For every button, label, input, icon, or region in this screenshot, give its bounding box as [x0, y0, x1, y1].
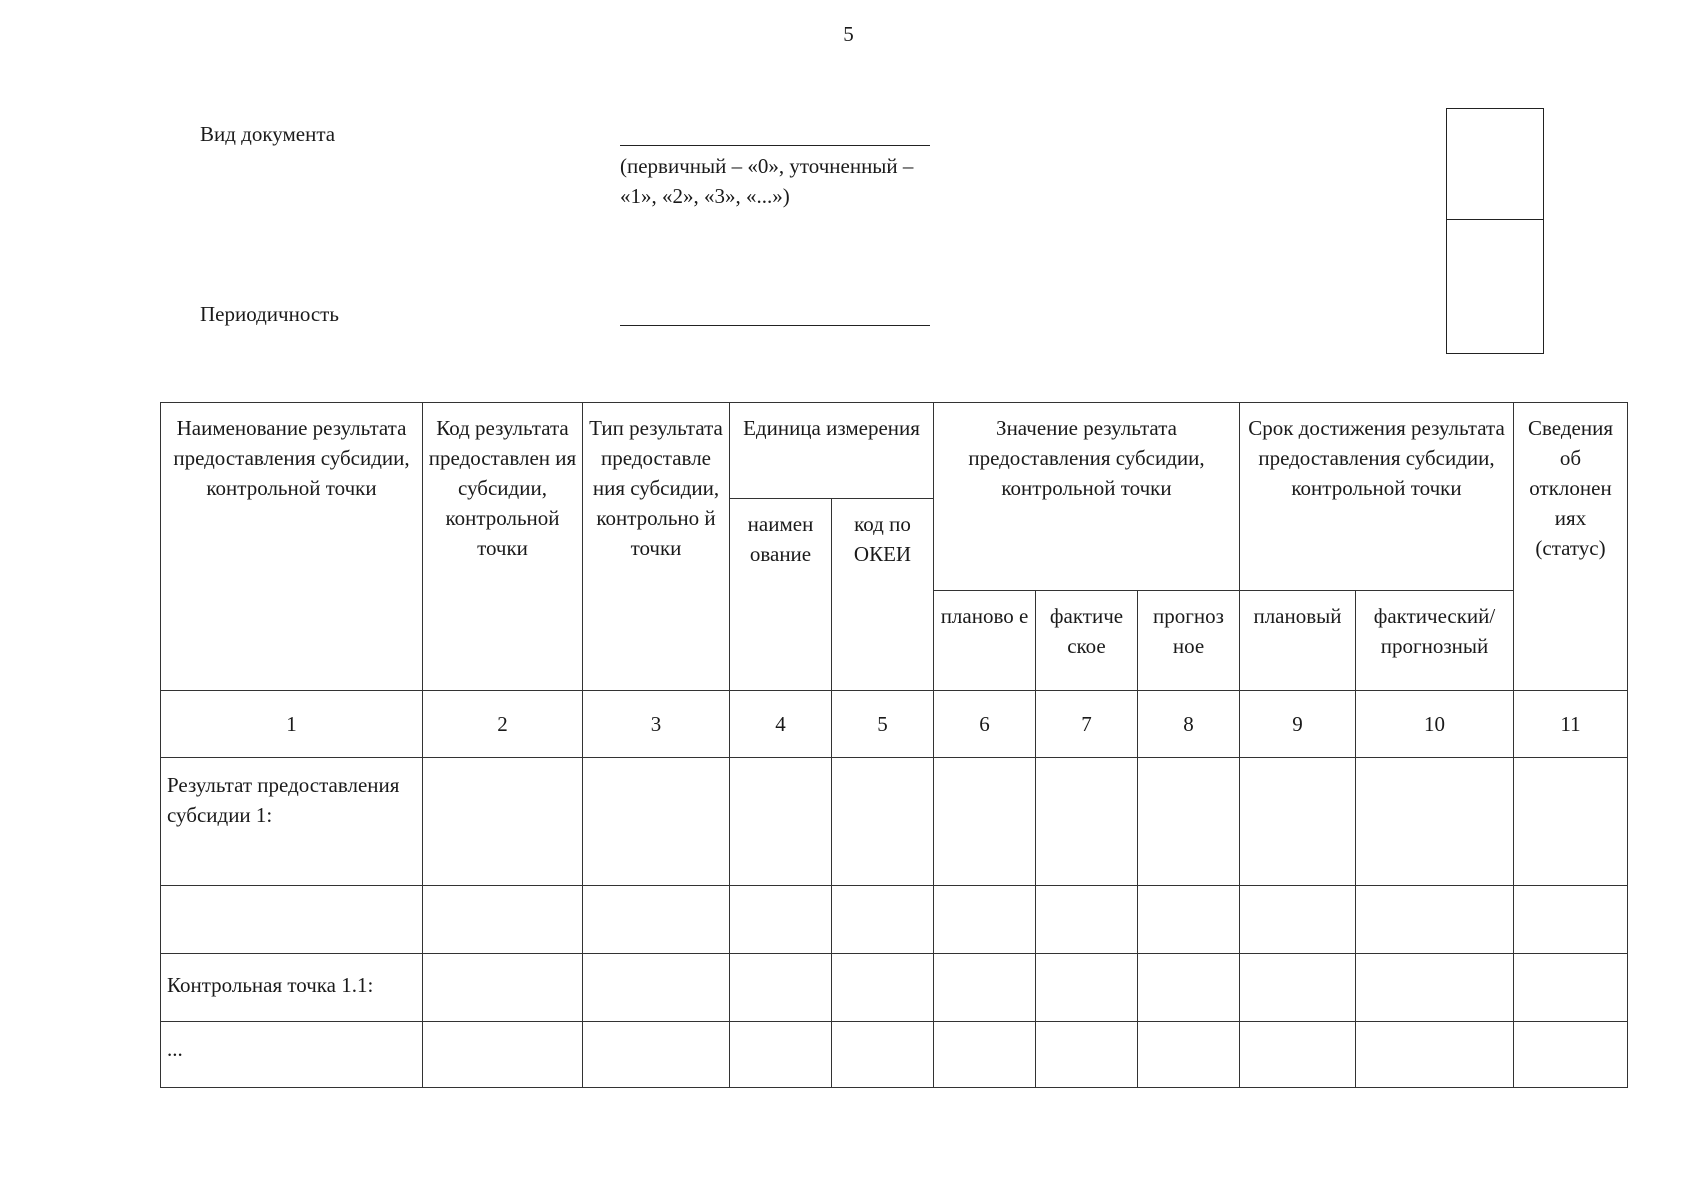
header-value-forecast: прогноз ное — [1138, 591, 1240, 691]
doc-type-field-line — [620, 145, 930, 146]
table-cell — [583, 954, 730, 1022]
column-number: 3 — [583, 691, 730, 758]
table-cell — [1138, 1022, 1240, 1088]
periodicity-field-line — [620, 325, 930, 326]
table-cell — [832, 758, 934, 886]
table-cell — [583, 886, 730, 954]
table-cell — [423, 886, 583, 954]
row-name-cell: Результат предоставления субсидии 1: — [161, 758, 423, 886]
column-number: 7 — [1036, 691, 1138, 758]
column-number: 6 — [934, 691, 1036, 758]
table-cell — [1138, 954, 1240, 1022]
header-term-planned: плановый — [1240, 591, 1356, 691]
table-cell — [1240, 954, 1356, 1022]
table-row-blank — [161, 886, 1628, 954]
table-cell — [1240, 886, 1356, 954]
header-value-planned: планово е — [934, 591, 1036, 691]
table-cell — [832, 1022, 934, 1088]
table-cell — [934, 954, 1036, 1022]
header-name: Наименование результата предоставления субсидии, контрольной точки — [161, 403, 423, 691]
table-cell — [934, 1022, 1036, 1088]
header-deviations: Сведения об отклонен иях (статус) — [1514, 403, 1628, 691]
column-number: 4 — [730, 691, 832, 758]
column-number: 1 — [161, 691, 423, 758]
column-number: 2 — [423, 691, 583, 758]
table-cell — [1356, 886, 1514, 954]
page-number: 5 — [843, 22, 854, 46]
header-unit-name: наимен ование — [730, 499, 832, 691]
table-cell — [832, 954, 934, 1022]
table-cell — [1356, 954, 1514, 1022]
table-cell — [1240, 758, 1356, 886]
table-cell — [1514, 954, 1628, 1022]
table-cell — [1356, 1022, 1514, 1088]
results-table — [160, 402, 1628, 1088]
table-cell — [423, 1022, 583, 1088]
header-term: Срок достижения результата предоставления субсидии, контрольной точки — [1240, 403, 1514, 591]
header-unit: Единица измерения — [730, 403, 934, 499]
table-cell — [423, 954, 583, 1022]
table-cell — [934, 758, 1036, 886]
table-cell — [730, 758, 832, 886]
code-box-doc-type-cell — [1447, 109, 1543, 220]
table-cell — [934, 886, 1036, 954]
table-cell — [1514, 758, 1628, 886]
header-unit-okei: код по ОКЕИ — [832, 499, 934, 691]
table-row-control-point-1-1 — [161, 954, 1628, 1022]
table-cell — [1514, 886, 1628, 954]
table-cell — [1138, 886, 1240, 954]
table-cell — [730, 886, 832, 954]
code-box — [1446, 108, 1544, 354]
column-number: 10 — [1356, 691, 1514, 758]
doc-type-label: Вид документа — [200, 122, 336, 146]
doc-type-hint — [620, 151, 980, 211]
header-term-actual: фактический/ прогнозный — [1356, 591, 1514, 691]
doc-type-hint-line-2: «1», «2», «3», «...») — [620, 184, 790, 208]
table-cell — [1240, 1022, 1356, 1088]
table-cell — [1036, 954, 1138, 1022]
row-name-cell: Контрольная точка 1.1: — [161, 954, 423, 1022]
column-number: 5 — [832, 691, 934, 758]
table-cell — [583, 758, 730, 886]
table-cell — [1356, 758, 1514, 886]
header-code: Код результата предоставлен ия субсидии, контрольной точки — [423, 403, 583, 691]
row-name-cell: ... — [161, 1022, 423, 1088]
header-value-actual: фактиче ское — [1036, 591, 1138, 691]
table-cell — [1514, 1022, 1628, 1088]
table-cell — [832, 886, 934, 954]
table-cell — [1138, 758, 1240, 886]
table-cell — [1036, 758, 1138, 886]
column-number: 9 — [1240, 691, 1356, 758]
column-numbers-row — [161, 691, 1628, 758]
header-type: Тип результата предоставле ния субсидии, контрольно й точки — [583, 403, 730, 691]
table-cell — [1036, 886, 1138, 954]
row-name-cell — [161, 886, 423, 954]
column-number: 11 — [1514, 691, 1628, 758]
table-cell — [1036, 1022, 1138, 1088]
table-cell — [423, 758, 583, 886]
table-cell — [730, 954, 832, 1022]
table-cell — [583, 1022, 730, 1088]
header-value: Значение результата предоставления субсидии, контрольной точки — [934, 403, 1240, 591]
table-cell — [730, 1022, 832, 1088]
doc-type-hint-line-1: (первичный – «0», уточненный – — [620, 154, 914, 178]
column-number: 8 — [1138, 691, 1240, 758]
periodicity-label: Периодичность — [200, 302, 339, 326]
table-row-ellipsis — [161, 1022, 1628, 1088]
table-row-result-1 — [161, 758, 1628, 886]
